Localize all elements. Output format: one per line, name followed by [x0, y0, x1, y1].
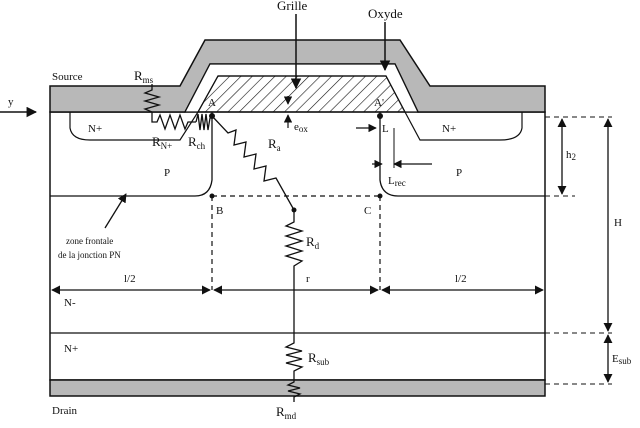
p-left-label: P: [164, 167, 171, 179]
eox-label: eox: [294, 121, 308, 134]
dim-H-label: H: [614, 217, 622, 229]
point-b-label: B: [216, 205, 224, 217]
n-minus-label: N-: [64, 297, 76, 309]
dim-l-half-left-label: l/2: [124, 273, 136, 285]
dim-h2-label: h2: [566, 149, 576, 162]
node-rd-top: [292, 208, 297, 213]
dim-l-half-right-label: l/2: [455, 273, 467, 285]
rms-label: $R_{ms}$: [134, 68, 154, 85]
point-a-label: A: [208, 97, 216, 109]
point-l-label: L: [382, 123, 389, 135]
node-b: [210, 194, 215, 199]
zone-label-line2: de la jonction PN: [58, 250, 121, 260]
y-axis-label: y: [8, 96, 14, 108]
rd-label: $R_d$: [306, 234, 320, 251]
n-plus-left-label: N+: [88, 123, 103, 135]
n-plus-right-label: N+: [442, 123, 457, 135]
n-plus-sub-label: N+: [64, 343, 79, 355]
dim-r-label: r: [306, 273, 310, 285]
oxyde-label: Oxyde: [368, 6, 403, 21]
node-a-prime: [377, 113, 383, 119]
lrec-label: Lrec: [388, 175, 406, 188]
grille-label: Grille: [277, 0, 308, 13]
point-a-prime-label: A': [374, 97, 384, 109]
dim-esub-label: Esub: [612, 353, 632, 366]
p-right-label: P: [456, 167, 463, 179]
rn-plus-label: $R_{N+}$: [152, 134, 173, 151]
ra-label: $R_a$: [268, 136, 281, 153]
rch-label: $R_{ch}$: [188, 134, 206, 151]
semiconductor-body: [50, 112, 545, 380]
rsub-label: $R_{sub}$: [308, 350, 330, 367]
source-label: Source: [52, 71, 83, 83]
rmd-label: $R_{md}$: [276, 404, 297, 421]
zone-label-line1: zone frontale: [66, 236, 114, 246]
node-c: [378, 194, 383, 199]
node-a: [209, 113, 215, 119]
point-c-label: C: [364, 205, 372, 217]
drain-label: Drain: [52, 405, 78, 417]
